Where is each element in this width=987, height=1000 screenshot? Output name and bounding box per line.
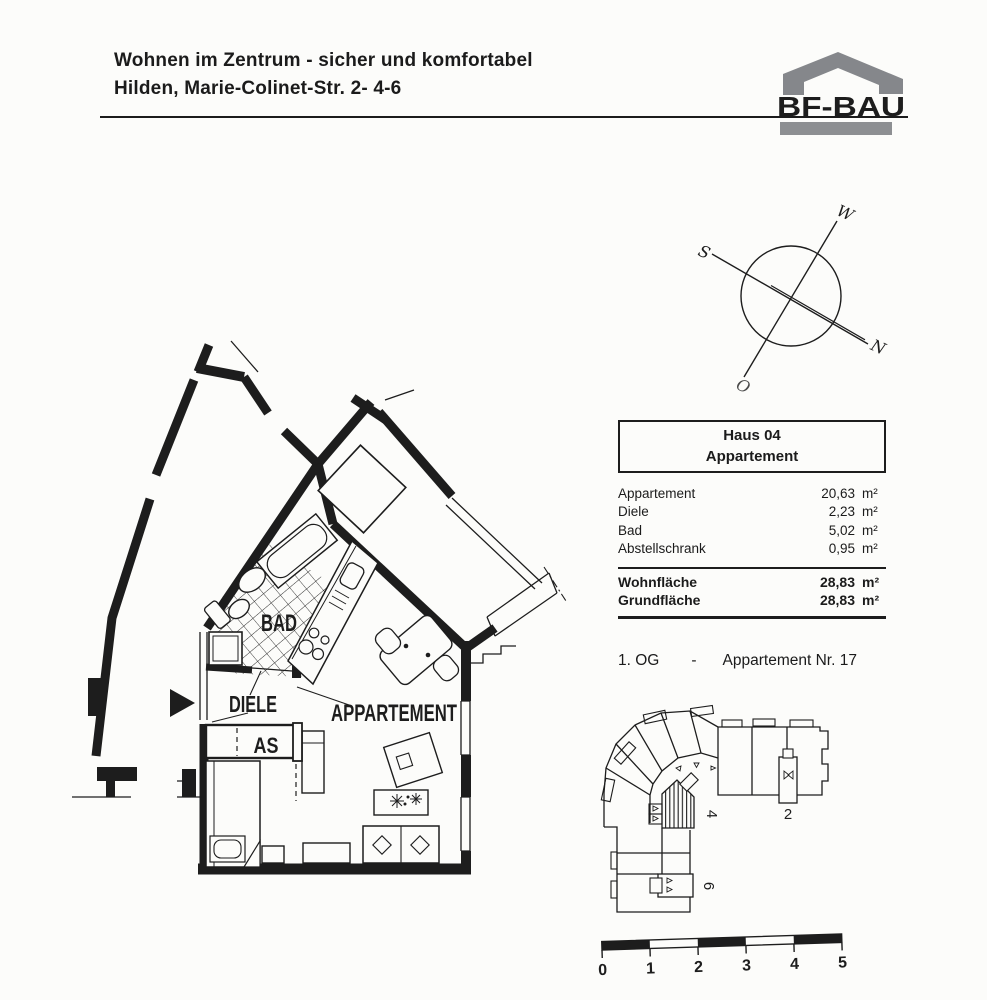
- room-label-appartement: APPARTEMENT: [331, 700, 458, 727]
- scale-tick-2: 2: [693, 958, 704, 977]
- table-row: Grundfläche 28,83 m²: [618, 592, 880, 609]
- area-table: [618, 420, 886, 619]
- area-rows: [618, 485, 886, 559]
- scale-tick-4: 4: [789, 955, 800, 974]
- floor-caption: [618, 652, 857, 670]
- armchair: [384, 733, 443, 788]
- compass-west-label: W: [833, 200, 857, 226]
- apartment-number-label: Appartement Nr. 17: [722, 652, 857, 669]
- compass-east-label: O: [733, 374, 754, 398]
- entrance-house2: [779, 757, 797, 803]
- table-row: Abstellschrank 0,95 m²: [618, 541, 878, 557]
- table-row: Wohnfläche 28,83 m²: [618, 573, 880, 590]
- scale-bar: [592, 932, 862, 990]
- table-row: Diele 2,23 m²: [618, 504, 878, 520]
- entrance-house6: [658, 874, 693, 897]
- house2-number: 2: [783, 806, 793, 823]
- logo-text: BF-BAU: [777, 91, 905, 122]
- wardrobe: [302, 731, 324, 793]
- floor-plan: [55, 334, 570, 890]
- scale-tick-3: 3: [741, 957, 752, 975]
- entrance-arrow-icon: [170, 689, 195, 717]
- washer: [209, 632, 242, 665]
- compass-south-label: S: [695, 241, 714, 263]
- storage-closet: [206, 725, 298, 758]
- unit-type: Appartement: [705, 448, 799, 465]
- logo-roof-icon: [783, 52, 903, 95]
- scale-tick-5: 5: [837, 954, 848, 972]
- scale-tick-0: 0: [597, 961, 608, 980]
- room-label-diele: DIELE: [229, 691, 277, 717]
- compass-rose: [678, 193, 902, 403]
- section-cut-line: [544, 567, 566, 601]
- table-row: Appartement 20,63 m²: [618, 486, 878, 501]
- area-table-header-box: [618, 420, 886, 473]
- floor-label: 1. OG: [618, 652, 660, 669]
- room-label-bad: BAD: [261, 610, 297, 637]
- house6-number: 6: [700, 881, 717, 891]
- header-title: Wohnen im Zentrum - sicher und komfortabel: [114, 50, 533, 71]
- area-totals: [618, 573, 886, 610]
- caption-dash: -: [691, 652, 697, 669]
- table-divider: [618, 567, 886, 569]
- compass-circle: [741, 246, 841, 346]
- table-bottom-rule: [618, 616, 886, 619]
- logo-bar: [780, 122, 892, 135]
- side-table: [262, 846, 284, 863]
- room-label-as: AS: [253, 733, 279, 758]
- house4-number: 4: [703, 809, 720, 819]
- scale-tick-1: 1: [645, 960, 656, 978]
- site-plan: [595, 700, 917, 928]
- compass-north-label: N: [867, 335, 889, 359]
- house-number: Haus 04: [723, 427, 781, 444]
- table-row: Bad 5,02 m²: [618, 522, 878, 538]
- page-header: [114, 47, 533, 103]
- header-address: Hilden, Marie-Colinet-Str. 2- 4-6: [114, 78, 402, 99]
- bfbau-logo: [758, 40, 910, 140]
- bench: [303, 843, 350, 863]
